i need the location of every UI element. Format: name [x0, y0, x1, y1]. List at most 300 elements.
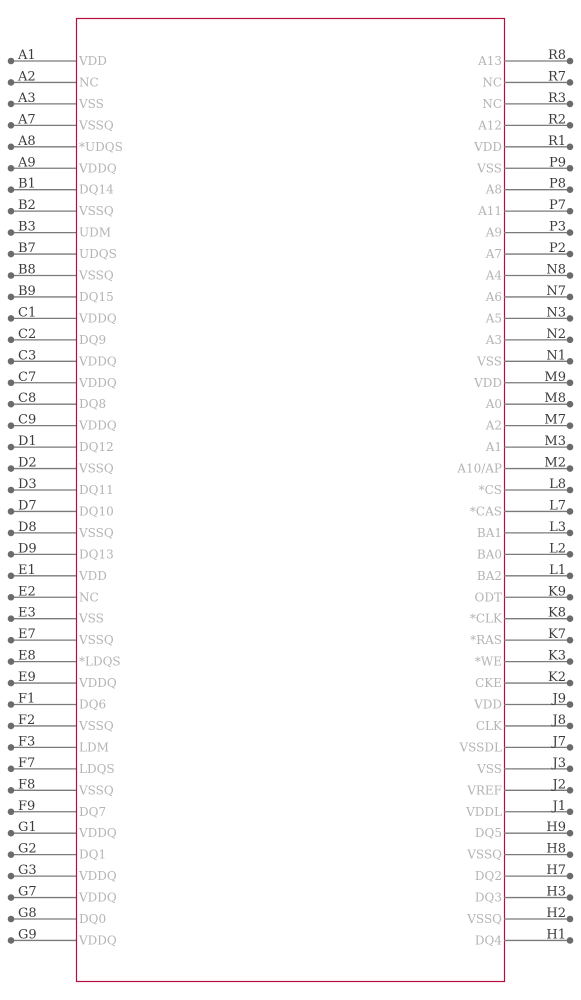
pin-number: E9 [18, 670, 36, 686]
pin-endpoint-dot [567, 229, 574, 236]
pin-name: NC [79, 590, 99, 605]
right-pin [477, 520, 573, 540]
pin-name: *WE [474, 654, 502, 669]
left-pin [8, 134, 123, 154]
pin-number: K3 [548, 648, 566, 664]
pin-endpoint-dot [8, 808, 15, 815]
pin-endpoint-dot [8, 894, 15, 901]
left-pin [8, 649, 121, 669]
right-pin [465, 799, 573, 819]
left-pin [8, 391, 106, 411]
pin-endpoint-dot [567, 723, 574, 730]
pin-endpoint-dot [567, 744, 574, 751]
pin-number: G8 [18, 906, 37, 921]
pin-number: E7 [18, 627, 36, 643]
pin-number: P2 [548, 241, 566, 257]
pin-number: E2 [18, 584, 36, 600]
pin-number: J1 [552, 798, 566, 814]
pin-name: VDDQ [79, 826, 117, 841]
right-pin [482, 69, 573, 89]
pin-name: BA2 [476, 568, 502, 583]
pin-endpoint-dot [8, 465, 15, 472]
pin-number: R7 [547, 69, 566, 85]
pin-endpoint-dot [8, 723, 15, 730]
pin-name: VDDQ [79, 311, 117, 326]
pin-number: P3 [548, 219, 566, 235]
pin-endpoint-dot [8, 594, 15, 601]
pin-number: M8 [544, 391, 566, 407]
pin-endpoint-dot [8, 272, 15, 279]
left-pin [8, 498, 114, 518]
left-pin [8, 241, 117, 261]
left-pin [8, 284, 114, 304]
right-pin [466, 777, 573, 797]
right-pin [475, 584, 574, 604]
pin-number: R2 [547, 112, 566, 128]
left-pin [8, 906, 106, 926]
pin-number: K8 [548, 605, 566, 621]
left-pin [8, 777, 114, 797]
pin-endpoint-dot [8, 144, 15, 151]
pin-endpoint-dot [567, 573, 574, 580]
pin-number: D2 [18, 455, 37, 471]
pin-number: H1 [546, 927, 566, 943]
left-pin [8, 756, 115, 776]
pin-endpoint-dot [567, 337, 574, 344]
ic-body-outline [77, 19, 505, 982]
pin-number: C7 [18, 369, 37, 385]
pin-name: VSSQ [467, 847, 502, 862]
left-pin [8, 456, 114, 476]
left-pin [8, 112, 114, 132]
pin-name: VDDQ [79, 890, 117, 905]
pin-endpoint-dot [8, 551, 15, 558]
pin-name: NC [482, 96, 502, 111]
right-pin [470, 498, 573, 518]
pin-number: D7 [18, 498, 37, 514]
pin-number: D3 [18, 477, 37, 492]
pin-number: H8 [546, 841, 566, 857]
pin-name: VSSQ [79, 525, 114, 540]
pin-name: VSS [477, 761, 502, 776]
pin-endpoint-dot [567, 79, 574, 86]
pin-name: VSSQ [79, 118, 114, 133]
pin-name: VDDQ [79, 354, 117, 369]
pin-name: VREF [467, 783, 502, 798]
pin-name: *CLK [469, 611, 502, 626]
pin-endpoint-dot [8, 658, 15, 665]
pin-endpoint-dot [567, 808, 574, 815]
pin-endpoint-dot [8, 851, 15, 858]
pin-name: VDDQ [79, 869, 117, 884]
pin-number: B2 [18, 198, 36, 214]
pin-name: A1 [485, 440, 502, 455]
pin-number: F7 [18, 755, 36, 771]
pin-endpoint-dot [8, 58, 15, 65]
left-pin [8, 885, 117, 905]
pin-endpoint-dot [8, 508, 15, 515]
pin-endpoint-dot [567, 401, 574, 408]
pin-name: DQ13 [79, 547, 114, 562]
pin-endpoint-dot [567, 251, 574, 258]
pin-endpoint-dot [567, 165, 574, 172]
left-pin [8, 606, 104, 626]
pin-number: B8 [18, 262, 36, 278]
pin-number: B7 [18, 241, 36, 257]
pin-name: VSS [79, 96, 104, 111]
right-pin [466, 906, 573, 926]
left-pin [8, 627, 114, 647]
left-pin [8, 820, 117, 840]
pin-name: VSSQ [79, 461, 114, 476]
pin-name: VSSQ [79, 268, 114, 283]
pin-number: B9 [18, 283, 36, 299]
pin-endpoint-dot [567, 637, 574, 644]
right-pin [485, 284, 574, 304]
pin-name: VDDL [466, 804, 502, 819]
pin-endpoint-dot [567, 465, 574, 472]
right-pin [470, 627, 573, 647]
pin-endpoint-dot [8, 122, 15, 129]
pin-endpoint-dot [8, 337, 15, 344]
pin-number: A2 [18, 69, 36, 85]
pin-name: DQ9 [79, 332, 107, 347]
pin-number: E3 [18, 605, 36, 621]
pin-name: VSSQ [79, 204, 114, 219]
pin-endpoint-dot [8, 79, 15, 86]
right-pin [473, 692, 573, 712]
pin-number: A1 [18, 48, 36, 63]
right-pin [485, 327, 574, 347]
pin-number: R3 [547, 90, 566, 106]
left-pin [8, 327, 106, 347]
pin-endpoint-dot [567, 766, 574, 773]
pin-endpoint-dot [8, 916, 15, 923]
pin-name: VSS [477, 354, 502, 369]
pin-name: BA0 [476, 547, 502, 562]
pin-endpoint-dot [8, 873, 15, 880]
pin-name: A13 [478, 54, 502, 68]
pin-number: M3 [544, 434, 566, 450]
right-pin [485, 263, 574, 283]
left-pin [8, 799, 106, 819]
right-pin [475, 820, 573, 840]
pin-number: H2 [546, 906, 566, 921]
right-pin [466, 842, 573, 862]
pin-name: VSS [79, 611, 104, 626]
pin-name: DQ15 [79, 289, 114, 304]
pin-number: C3 [18, 348, 37, 364]
pin-name: DQ7 [79, 804, 107, 819]
left-pin [8, 927, 117, 947]
pin-name: DQ2 [474, 869, 502, 884]
pin-endpoint-dot [8, 229, 15, 236]
pin-endpoint-dot [8, 358, 15, 365]
pin-number: G2 [18, 841, 37, 857]
right-pin [475, 649, 573, 669]
pin-name: DQ3 [474, 890, 502, 905]
pin-number: F2 [18, 712, 36, 728]
pin-endpoint-dot [567, 315, 574, 322]
pin-number: N8 [546, 262, 566, 278]
pin-number: E1 [18, 562, 36, 578]
pin-number: E8 [18, 648, 36, 664]
left-pin [8, 477, 114, 497]
right-pin [459, 734, 574, 754]
left-pin-group [8, 48, 123, 947]
pin-number: N7 [546, 283, 566, 299]
pin-number: P8 [548, 176, 566, 192]
pin-number: C8 [18, 391, 37, 407]
right-pin [482, 91, 573, 111]
pin-name: VSSDL [459, 740, 502, 755]
pin-endpoint-dot [567, 208, 574, 215]
pin-number: M7 [544, 412, 566, 428]
pin-number: M9 [544, 369, 566, 385]
pin-number: J3 [552, 755, 566, 771]
pin-number: P9 [548, 155, 566, 171]
pin-endpoint-dot [8, 101, 15, 108]
pin-name: DQ1 [79, 847, 107, 862]
pin-endpoint-dot [8, 615, 15, 622]
pin-name: *UDQS [79, 139, 123, 154]
right-pin [470, 606, 573, 626]
pin-number: D9 [18, 541, 37, 557]
pin-endpoint-dot [567, 830, 574, 837]
pin-name: LDM [79, 740, 109, 755]
right-pin [477, 541, 573, 561]
pin-endpoint-dot [567, 122, 574, 129]
right-pin [475, 670, 573, 690]
pin-name: DQ14 [79, 182, 114, 197]
pin-name: VSS [477, 161, 502, 176]
right-pin [477, 112, 573, 132]
pin-number: B3 [18, 219, 36, 235]
pin-name: DQ0 [79, 912, 107, 926]
pin-endpoint-dot [8, 937, 15, 944]
right-pin [475, 863, 573, 883]
right-pin [476, 348, 573, 368]
pin-name: VDD [79, 54, 107, 68]
pin-number: F9 [18, 798, 36, 814]
pin-number: J2 [552, 777, 566, 793]
pin-name: UDM [79, 225, 112, 240]
pin-name: VSSQ [467, 912, 502, 926]
pin-name: *LDQS [79, 654, 121, 669]
pin-name: VDD [474, 697, 502, 712]
pin-number: N3 [546, 305, 566, 321]
left-pin [8, 155, 117, 175]
left-pin [8, 91, 104, 111]
left-pin [8, 434, 114, 454]
pin-endpoint-dot [567, 101, 574, 108]
pin-name: NC [79, 75, 99, 90]
left-pin [8, 263, 114, 283]
pin-endpoint-dot [567, 444, 574, 451]
right-pin [485, 220, 574, 240]
pin-number: A9 [18, 155, 36, 171]
pin-number: G9 [18, 927, 37, 943]
right-pin [485, 391, 574, 411]
pin-endpoint-dot [8, 401, 15, 408]
pin-name: A6 [485, 289, 502, 304]
pin-name: ODT [474, 590, 502, 605]
right-pin-group [456, 48, 573, 947]
pin-number: J9 [552, 691, 566, 707]
pin-name: A5 [485, 311, 502, 326]
pin-number: M2 [544, 455, 566, 471]
pin-name: BA1 [476, 525, 502, 540]
right-pin [473, 370, 573, 390]
pin-endpoint-dot [8, 573, 15, 580]
pin-number: L8 [549, 477, 566, 492]
pin-endpoint-dot [567, 530, 574, 537]
right-pin [477, 563, 573, 583]
pin-name: *RAS [470, 633, 502, 648]
pin-name: VDDQ [79, 933, 117, 948]
pin-name: DQ12 [79, 440, 114, 455]
pin-number: H9 [546, 820, 566, 836]
right-pin [479, 477, 574, 497]
right-pin [485, 305, 574, 325]
pin-name: UDQS [79, 247, 117, 262]
pin-endpoint-dot [8, 165, 15, 172]
pin-number: N2 [546, 326, 566, 342]
pin-endpoint-dot [8, 680, 15, 687]
pin-name: DQ6 [79, 697, 107, 712]
pin-number: C9 [18, 412, 37, 428]
left-pin [8, 563, 107, 583]
pin-endpoint-dot [567, 294, 574, 301]
pin-endpoint-dot [8, 487, 15, 494]
pin-number: D1 [18, 434, 37, 450]
right-pin [477, 48, 573, 68]
pin-endpoint-dot [567, 487, 574, 494]
pin-endpoint-dot [567, 658, 574, 665]
pin-number: L3 [549, 519, 566, 535]
pin-endpoint-dot [567, 58, 574, 65]
left-pin [8, 520, 114, 540]
left-pin [8, 348, 117, 368]
pin-endpoint-dot [567, 422, 574, 429]
right-pin [476, 713, 573, 733]
pin-name: NC [482, 75, 502, 90]
pin-name: A10/AP [457, 461, 502, 476]
pin-endpoint-dot [8, 530, 15, 537]
pin-endpoint-dot [567, 594, 574, 601]
pin-endpoint-dot [8, 701, 15, 708]
pin-number: L7 [549, 498, 566, 514]
pin-name: CKE [475, 676, 502, 691]
pin-number: G7 [18, 884, 37, 900]
pin-name: VSSQ [79, 718, 114, 733]
pin-endpoint-dot [8, 208, 15, 215]
pin-number: F8 [18, 777, 36, 793]
left-pin [8, 220, 111, 240]
pin-name: VDDQ [79, 676, 117, 691]
pin-endpoint-dot [8, 637, 15, 644]
left-pin [8, 305, 117, 325]
pin-number: R8 [547, 48, 566, 63]
pin-endpoint-dot [8, 251, 15, 258]
pin-endpoint-dot [8, 422, 15, 429]
pin-number: A8 [18, 133, 36, 149]
pin-name: *CAS [469, 504, 502, 519]
left-pin [8, 370, 117, 390]
pin-name: LDQS [79, 761, 115, 776]
pin-name: *CS [478, 483, 502, 497]
pin-endpoint-dot [567, 894, 574, 901]
pin-number: G3 [18, 863, 37, 879]
pin-name: VSSQ [79, 633, 114, 648]
right-pin [485, 413, 574, 433]
pin-name: DQ5 [474, 826, 502, 841]
left-pin [8, 198, 114, 218]
pin-endpoint-dot [567, 937, 574, 944]
pin-endpoint-dot [8, 315, 15, 322]
pin-name: VDD [79, 568, 107, 583]
left-pin [8, 69, 99, 89]
right-pin [477, 198, 573, 218]
pin-endpoint-dot [567, 787, 574, 794]
pin-endpoint-dot [8, 744, 15, 751]
pin-endpoint-dot [567, 358, 574, 365]
pin-number: L2 [549, 541, 566, 557]
pin-name: A11 [478, 204, 502, 219]
pin-name: DQ8 [79, 397, 107, 412]
pin-name: VSSQ [79, 783, 114, 798]
pin-name: VDD [474, 375, 502, 390]
pin-number: H7 [546, 863, 566, 879]
left-pin [8, 584, 99, 604]
pin-name: A0 [485, 397, 502, 412]
left-pin [8, 177, 114, 197]
left-pin [8, 692, 106, 712]
pin-name: A3 [485, 332, 502, 347]
pin-endpoint-dot [567, 551, 574, 558]
pin-name: VDD [474, 139, 502, 154]
pin-name: DQ10 [79, 504, 114, 519]
pin-name: CLK [475, 718, 502, 733]
pin-number: G1 [18, 820, 37, 836]
pin-name: VDDQ [79, 161, 117, 176]
pin-number: J8 [552, 712, 566, 728]
left-pin [8, 734, 109, 754]
pin-number: R1 [547, 133, 566, 149]
pin-endpoint-dot [567, 851, 574, 858]
pin-number: K2 [548, 670, 566, 686]
pin-endpoint-dot [8, 379, 15, 386]
pin-number: A3 [18, 90, 36, 106]
right-pin [485, 241, 574, 261]
right-pin [485, 177, 574, 197]
pin-number: D8 [18, 519, 37, 535]
left-pin [8, 541, 114, 561]
pin-endpoint-dot [567, 916, 574, 923]
right-pin [475, 885, 573, 905]
pin-endpoint-dot [567, 379, 574, 386]
pin-endpoint-dot [567, 701, 574, 708]
right-pin [476, 756, 573, 776]
pin-number: C2 [18, 326, 37, 342]
pin-number: N1 [546, 348, 566, 364]
right-pin [485, 434, 574, 454]
right-pin [473, 134, 573, 154]
pin-name: A2 [485, 418, 502, 433]
left-pin [8, 713, 114, 733]
pin-number: K7 [548, 627, 566, 643]
pin-endpoint-dot [567, 144, 574, 151]
